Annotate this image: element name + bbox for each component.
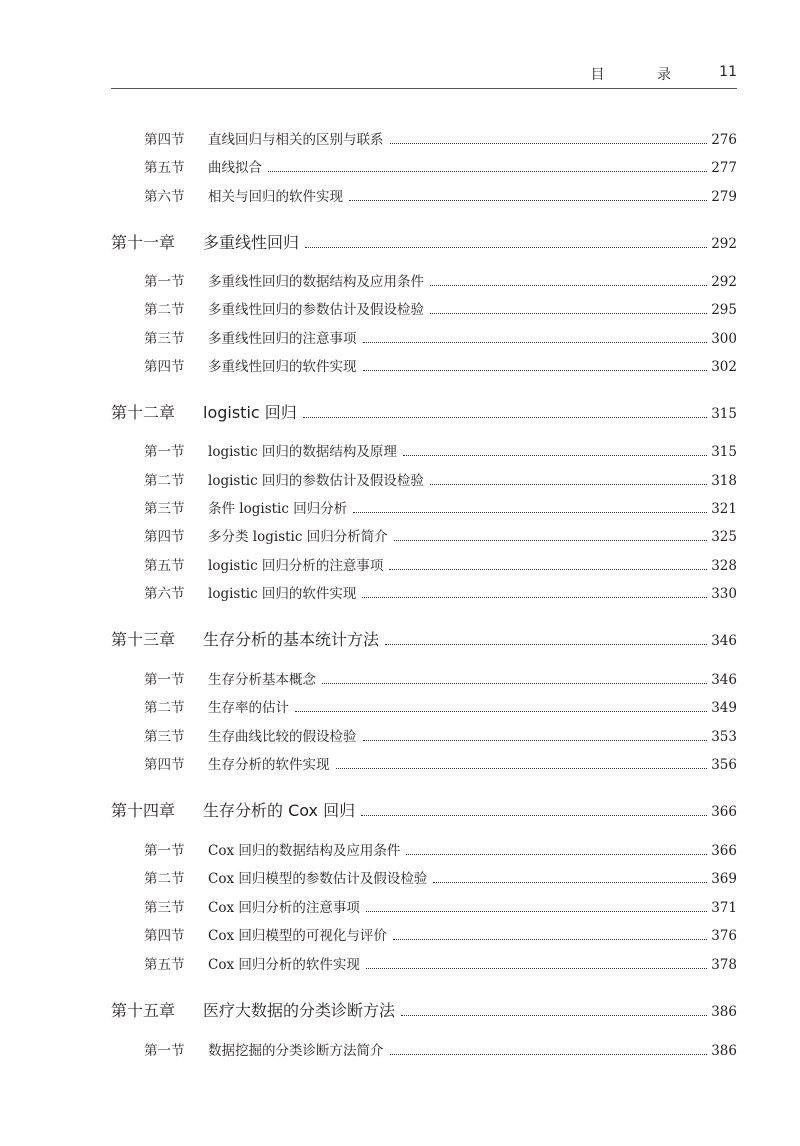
entry-page: 353	[711, 729, 737, 745]
entry-title: 生存分析的基本统计方法	[203, 630, 380, 649]
entry-number: 第二节	[144, 473, 185, 489]
entry-title: logistic 回归的软件实现	[208, 586, 357, 602]
dot-leader	[336, 768, 708, 769]
header-rule	[111, 88, 737, 89]
entry-title: Cox 回归的数据结构及应用条件	[208, 843, 401, 859]
entry-title: 医疗大数据的分类诊断方法	[203, 1001, 396, 1020]
header-title: 目 录	[590, 67, 695, 83]
toc-section-entry[interactable]	[144, 668, 737, 688]
entry-title: 生存分析的软件实现	[208, 757, 330, 773]
entry-number: 第十五章	[111, 1001, 176, 1020]
entry-title: 条件 logistic 回归分析	[208, 501, 348, 517]
entry-title: Cox 回归分析的注意事项	[208, 900, 360, 916]
toc-section-entry[interactable]	[144, 469, 737, 489]
entry-page: 346	[711, 672, 737, 688]
entry-page: 321	[711, 501, 737, 517]
entry-title: 生存率的估计	[208, 700, 289, 716]
entry-page: 378	[711, 957, 737, 973]
entry-page: 366	[711, 843, 737, 859]
entry-title: 生存曲线比较的假设检验	[208, 729, 357, 745]
toc-section-entry[interactable]	[144, 355, 737, 375]
toc-section-entry[interactable]	[144, 725, 737, 745]
running-header	[111, 62, 737, 88]
entry-number: 第六节	[144, 189, 185, 205]
toc-chapter-entry[interactable]	[111, 230, 737, 253]
toc-chapter-entry[interactable]	[111, 998, 737, 1021]
toc-section-entry[interactable]	[144, 525, 737, 545]
dot-leader	[349, 200, 707, 201]
dot-leader	[268, 171, 707, 172]
entry-page: 292	[711, 274, 737, 290]
entry-number: 第二节	[144, 700, 185, 716]
entry-number: 第四节	[144, 529, 185, 545]
entry-title: 多重线性回归的参数估计及假设检验	[208, 302, 424, 318]
entry-title: Cox 回归模型的可视化与评价	[208, 928, 387, 944]
entry-number: 第二节	[144, 871, 185, 887]
entry-title: 多重线性回归的数据结构及应用条件	[208, 274, 424, 290]
dot-leader	[389, 569, 707, 570]
entry-title: 生存分析的 Cox 回归	[203, 801, 356, 820]
dot-leader	[385, 644, 707, 645]
entry-page: 325	[711, 529, 737, 545]
toc-section-entry[interactable]	[144, 185, 737, 205]
entry-page: 376	[711, 928, 737, 944]
toc-section-entry[interactable]	[144, 896, 737, 916]
entry-page: 386	[711, 1043, 737, 1059]
toc-chapter-entry[interactable]	[111, 798, 737, 821]
entry-page: 328	[711, 558, 737, 574]
entry-page: 349	[711, 700, 737, 716]
dot-leader	[403, 455, 707, 456]
entry-number: 第四节	[144, 757, 185, 773]
dot-leader	[430, 285, 707, 286]
entry-title: 多重线性回归	[203, 233, 300, 252]
entry-number: 第五节	[144, 957, 185, 973]
entry-page: 318	[711, 473, 737, 489]
toc-section-entry[interactable]	[144, 924, 737, 944]
entry-title: 多重线性回归的注意事项	[208, 331, 357, 347]
dot-leader	[406, 854, 707, 855]
entry-number: 第五节	[144, 558, 185, 574]
dot-leader	[394, 540, 708, 541]
dot-leader	[430, 484, 707, 485]
entry-page: 300	[711, 331, 737, 347]
dot-leader	[366, 911, 707, 912]
entry-title: Cox 回归模型的参数估计及假设检验	[208, 871, 428, 887]
dot-leader	[433, 882, 707, 883]
entry-title: 曲线拟合	[208, 160, 262, 176]
toc-section-entry[interactable]	[144, 128, 737, 148]
entry-title: 相关与回归的软件实现	[208, 189, 343, 205]
toc-section-entry[interactable]	[144, 298, 737, 318]
entry-number: 第十四章	[111, 801, 176, 820]
entry-title: logistic 回归	[203, 403, 297, 422]
toc-chapter-entry[interactable]	[111, 400, 737, 423]
entry-title: 直线回归与相关的区别与联系	[208, 132, 384, 148]
toc-section-entry[interactable]	[144, 440, 737, 460]
entry-page: 386	[711, 1004, 737, 1020]
entry-number: 第四节	[144, 132, 185, 148]
entry-title: logistic 回归分析的注意事项	[208, 558, 384, 574]
entry-page: 366	[711, 804, 737, 820]
entry-page: 330	[711, 586, 737, 602]
dot-leader	[393, 939, 707, 940]
dot-leader	[366, 968, 707, 969]
dot-leader	[430, 313, 707, 314]
entry-page: 292	[711, 236, 737, 252]
entry-number: 第一节	[144, 1043, 185, 1059]
dot-leader	[390, 1054, 708, 1055]
toc-section-entry[interactable]	[144, 582, 737, 602]
toc-section-entry[interactable]	[144, 327, 737, 347]
entry-page: 277	[711, 160, 737, 176]
dot-leader	[361, 815, 707, 816]
entry-number: 第十三章	[111, 630, 176, 649]
entry-title: 数据挖掘的分类诊断方法简介	[208, 1043, 384, 1059]
toc-section-entry[interactable]	[144, 497, 737, 517]
entry-number: 第一节	[144, 444, 185, 460]
dot-leader	[401, 1015, 707, 1016]
entry-title: 多重线性回归的软件实现	[208, 359, 357, 375]
entry-page: 279	[711, 189, 737, 205]
entry-page: 369	[711, 871, 737, 887]
dot-leader	[390, 143, 708, 144]
entry-number: 第六节	[144, 586, 185, 602]
toc-section-entry[interactable]	[144, 156, 737, 176]
entry-number: 第三节	[144, 331, 185, 347]
entry-number: 第十一章	[111, 233, 176, 252]
toc-section-entry[interactable]	[144, 1039, 737, 1059]
dot-leader	[305, 247, 707, 248]
toc-section-entry[interactable]	[144, 953, 737, 973]
dot-leader	[322, 683, 707, 684]
entry-number: 第二节	[144, 302, 185, 318]
dot-leader	[303, 417, 707, 418]
dot-leader	[353, 512, 707, 513]
entry-number: 第三节	[144, 501, 185, 517]
entry-title: Cox 回归分析的软件实现	[208, 957, 360, 973]
toc-chapter-entry[interactable]	[111, 627, 737, 650]
dot-leader	[295, 711, 707, 712]
entry-page: 315	[711, 444, 737, 460]
entry-number: 第一节	[144, 672, 185, 688]
entry-title: 多分类 logistic 回归分析简介	[208, 529, 388, 545]
toc-section-entry[interactable]	[144, 270, 737, 290]
entry-title: logistic 回归的参数估计及假设检验	[208, 473, 424, 489]
entry-page: 302	[711, 359, 737, 375]
entry-page: 371	[711, 900, 737, 916]
dot-leader	[363, 370, 708, 371]
entry-page: 346	[711, 633, 737, 649]
entry-number: 第一节	[144, 274, 185, 290]
toc-section-entry[interactable]	[144, 867, 737, 887]
entry-number: 第十二章	[111, 403, 176, 422]
entry-number: 第五节	[144, 160, 185, 176]
entry-page: 295	[711, 302, 737, 318]
toc-section-entry[interactable]	[144, 696, 737, 716]
toc-section-entry[interactable]	[144, 839, 737, 859]
toc-section-entry[interactable]	[144, 554, 737, 574]
toc-section-entry[interactable]	[144, 753, 737, 773]
entry-title: 生存分析基本概念	[208, 672, 316, 688]
entry-number: 第四节	[144, 928, 185, 944]
entry-number: 第一节	[144, 843, 185, 859]
entry-page: 356	[711, 757, 737, 773]
entry-page: 315	[711, 406, 737, 422]
header-page-number: 11	[719, 64, 737, 80]
entry-number: 第三节	[144, 729, 185, 745]
entry-title: logistic 回归的数据结构及原理	[208, 444, 397, 460]
entry-page: 276	[711, 132, 737, 148]
entry-number: 第四节	[144, 359, 185, 375]
entry-number: 第三节	[144, 900, 185, 916]
dot-leader	[362, 597, 707, 598]
dot-leader	[363, 740, 708, 741]
dot-leader	[363, 342, 708, 343]
